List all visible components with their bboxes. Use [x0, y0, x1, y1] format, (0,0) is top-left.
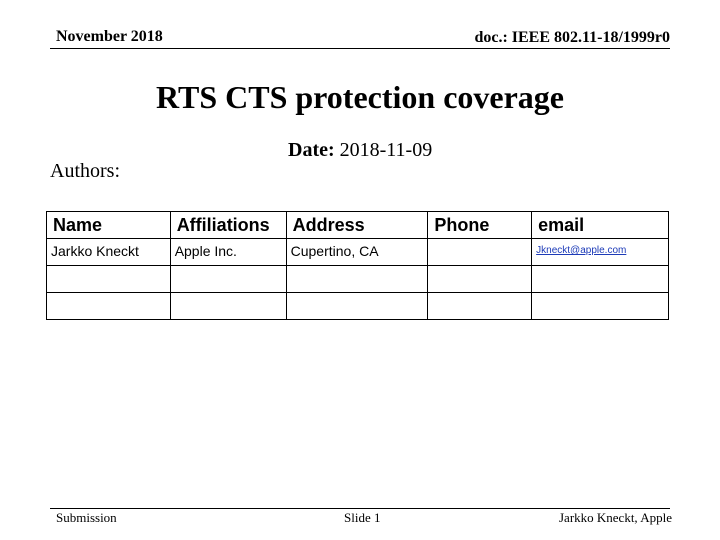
- header-doc-id: doc.: IEEE 802.11-18/1999r0: [474, 29, 670, 46]
- table-cell: [428, 293, 532, 320]
- table-cell: [286, 293, 428, 320]
- table-header-row: [47, 212, 669, 239]
- author-phone: [428, 239, 532, 266]
- column-header-phone: Phone: [428, 212, 532, 239]
- footer-submission: Submission: [56, 510, 117, 525]
- table-row: [47, 293, 669, 320]
- header-divider: [50, 48, 670, 49]
- authors-table: [46, 211, 669, 320]
- table-cell: [532, 293, 669, 320]
- footer-slide-number: Slide 1: [344, 510, 381, 525]
- authors-label: Authors:: [50, 160, 120, 182]
- column-header-affiliations: Affiliations: [170, 212, 286, 239]
- footer-divider: [50, 508, 670, 509]
- table-row: [47, 239, 669, 266]
- column-header-address: Address: [286, 212, 428, 239]
- header-date: November 2018: [56, 28, 163, 45]
- footer-author: Jarkko Kneckt, Apple: [558, 510, 672, 525]
- table-cell: [170, 266, 286, 293]
- column-header-name: Name: [47, 212, 171, 239]
- table-cell: [170, 293, 286, 320]
- table-cell: [47, 266, 171, 293]
- column-header-email: email: [532, 212, 669, 239]
- table-row: [47, 266, 669, 293]
- author-name: Jarkko Kneckt: [47, 239, 171, 266]
- date-line: [288, 139, 432, 162]
- author-affiliation: Apple Inc.: [170, 239, 286, 266]
- table-cell: [428, 266, 532, 293]
- table-cell: [47, 293, 171, 320]
- table-cell: [286, 266, 428, 293]
- author-email-link[interactable]: Jkneckt@apple.com: [536, 245, 627, 256]
- table-cell: [532, 266, 669, 293]
- date-label: Date:: [288, 139, 335, 161]
- author-email[interactable]: [532, 239, 669, 266]
- date-value: 2018-11-09: [339, 139, 433, 161]
- slide-title: RTS CTS protection coverage: [155, 79, 564, 115]
- author-address: Cupertino, CA: [286, 239, 428, 266]
